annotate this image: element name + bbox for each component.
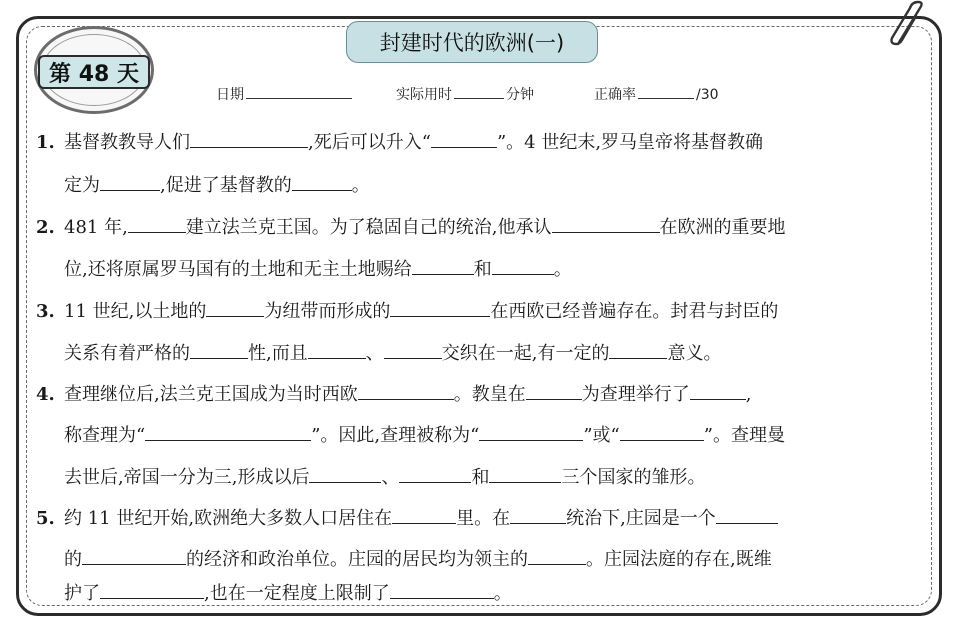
question-1-line-2: 定为 ,促进了基督教的 。 xyxy=(64,172,370,197)
answer-blank[interactable] xyxy=(292,172,352,191)
answer-blank[interactable] xyxy=(190,129,308,148)
question-2-line-2: 位,还将原属罗马国有的土地和无主土地赐给 和 。 xyxy=(64,256,572,281)
answer-blank[interactable] xyxy=(528,546,586,565)
answer-blank[interactable] xyxy=(384,340,442,359)
question-3: 3. 11 世纪,以土地的 为纽带而形成的 在西欧已经普遍存在。封君与封臣的 xyxy=(36,298,778,323)
question-5-line-2: 的 的经济和政治单位。庄园的居民均为领主的 。庄园法庭的存在,既维 xyxy=(64,546,772,571)
answer-blank[interactable] xyxy=(358,381,454,400)
question-2: 2. 481 年, 建立法兰克王国。为了稳固自己的统治,他承认 在欧洲的重要地 xyxy=(36,214,786,239)
answer-blank[interactable] xyxy=(431,129,497,148)
answer-blank[interactable] xyxy=(620,422,704,441)
answer-blank[interactable] xyxy=(716,505,778,524)
answer-blank[interactable] xyxy=(206,298,264,317)
answer-blank[interactable] xyxy=(489,464,561,483)
answer-blank[interactable] xyxy=(609,340,667,359)
answer-blank[interactable] xyxy=(690,381,746,400)
question-4-line-3: 去世后,帝国一分为三,形成以后 、 和 三个国家的雏形。 xyxy=(64,464,705,489)
paperclip-icon xyxy=(886,0,930,48)
answer-blank[interactable] xyxy=(392,505,456,524)
answer-blank[interactable] xyxy=(309,464,381,483)
answer-blank[interactable] xyxy=(128,214,186,233)
question-4: 4. 查理继位后,法兰克王国成为当时西欧 。教皇在 为查理举行了 , xyxy=(36,381,751,406)
answer-blank[interactable] xyxy=(308,340,366,359)
answer-blank[interactable] xyxy=(526,381,582,400)
answer-blank[interactable] xyxy=(399,464,471,483)
date-field: 日期 xyxy=(216,84,354,104)
answer-blank[interactable] xyxy=(552,214,660,233)
question-4-line-2: 称查理为“ ”。因此,查理被称为“ ”或“ ”。查理曼 xyxy=(64,422,785,447)
day-badge-label: 第 48 天 xyxy=(38,55,150,89)
accuracy-field: 正确率 /30 xyxy=(594,84,719,104)
answer-blank[interactable] xyxy=(412,256,474,275)
accuracy-blank[interactable] xyxy=(638,84,694,99)
question-5-line-3: 护了 ,也在一定程度上限制了 。 xyxy=(64,580,512,605)
question-5: 5. 约 11 世纪开始,欧洲绝大多数人口居住在 里。在 统治下,庄园是一个 xyxy=(36,505,778,530)
answer-blank[interactable] xyxy=(145,422,311,441)
time-field: 实际用时 分钟 xyxy=(396,84,534,104)
answer-blank[interactable] xyxy=(190,340,248,359)
date-blank[interactable] xyxy=(246,84,352,99)
answer-blank[interactable] xyxy=(100,172,160,191)
page-title: 封建时代的欧洲(一) xyxy=(346,21,598,63)
answer-blank[interactable] xyxy=(82,546,186,565)
question-1: 1. 基督教教导人们 ,死后可以升入“ ”。4 世纪末,罗马皇帝将基督教确 xyxy=(36,129,763,154)
answer-blank[interactable] xyxy=(390,298,490,317)
answer-blank[interactable] xyxy=(510,505,566,524)
answer-blank[interactable] xyxy=(100,580,204,599)
answer-blank[interactable] xyxy=(390,580,494,599)
time-blank[interactable] xyxy=(454,84,504,99)
answer-blank[interactable] xyxy=(492,256,554,275)
question-3-line-2: 关系有着严格的 性,而且 、 交织在一起,有一定的 意义。 xyxy=(64,340,721,365)
answer-blank[interactable] xyxy=(479,422,583,441)
